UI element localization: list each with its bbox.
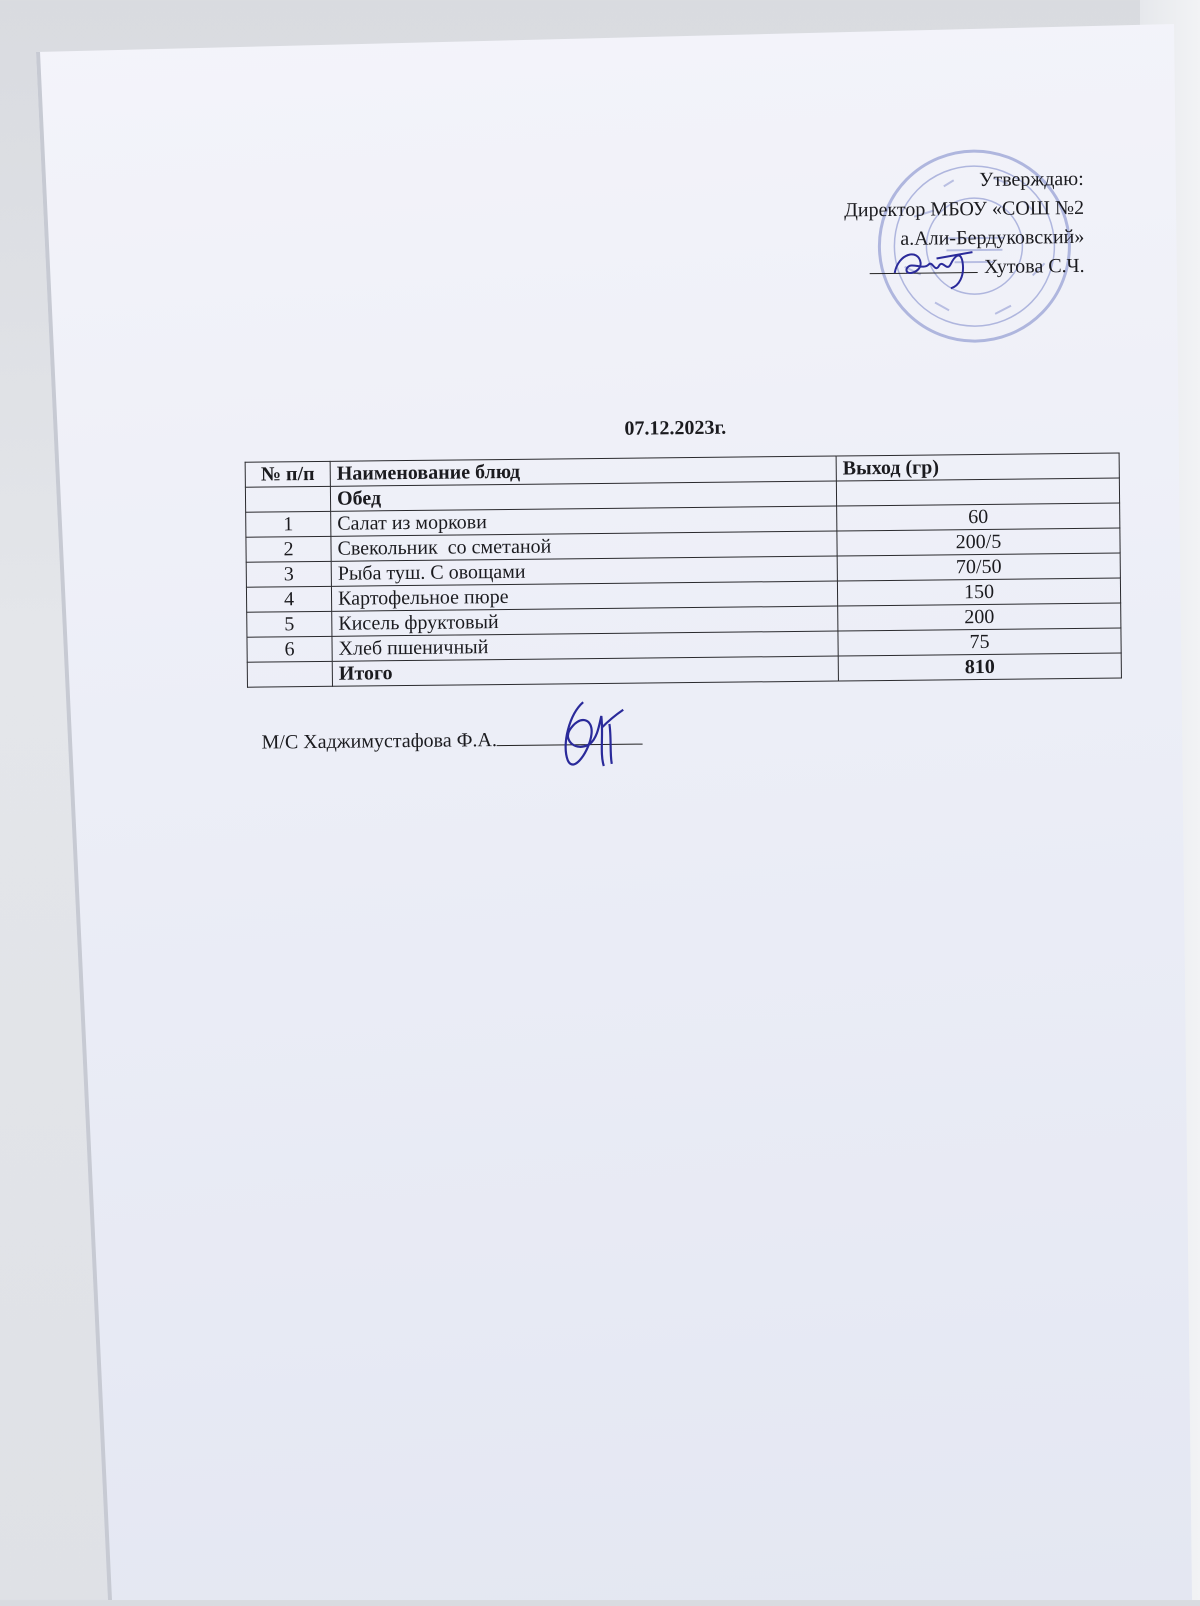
- dish-yield: 150: [837, 578, 1120, 606]
- total-value: 810: [838, 653, 1121, 681]
- nurse-signature-icon: [539, 694, 640, 781]
- total-label: Итого: [332, 656, 838, 686]
- document-date: 07.12.2023г.: [624, 416, 727, 440]
- dish-yield: 70/50: [837, 553, 1120, 581]
- table-row: 1 Салат из моркови 60: [246, 503, 1120, 537]
- dish-yield: 200/5: [837, 528, 1120, 556]
- dish-name: Свекольник со сметаной: [331, 531, 837, 561]
- dish-yield: 200: [838, 603, 1121, 631]
- section-label: Обед: [330, 481, 836, 511]
- dish-name: Салат из моркови: [331, 506, 837, 536]
- table-row: 2 Свекольник со сметаной 200/5: [246, 528, 1120, 562]
- approval-title: Утверждаю:: [979, 167, 1084, 192]
- dish-name: Картофельное пюре: [331, 581, 837, 611]
- table-row: 5 Кисель фруктовый 200: [247, 603, 1121, 637]
- header-yield: Выход (гр): [836, 453, 1119, 481]
- menu-table: [245, 453, 1122, 688]
- dish-name: Хлеб пшеничный: [332, 631, 838, 661]
- approval-school: а.Али-Бердуковский»: [900, 225, 1085, 250]
- director-signature-icon: [888, 242, 979, 293]
- dish-name: Рыба туш. С овощами: [331, 556, 837, 586]
- table-row: 6 Хлеб пшеничный 75: [247, 628, 1121, 662]
- approval-signer: Хутова С.Ч.: [983, 254, 1085, 278]
- dish-yield: 75: [838, 628, 1121, 656]
- table-row: 4 Картофельное пюре 150: [246, 578, 1120, 612]
- nurse-name: М/С Хаджимустафова Ф.А.: [261, 729, 498, 754]
- table-row: 3 Рыба туш. С овощами 70/50: [246, 553, 1120, 587]
- header-dish-name: Наименование блюд: [330, 456, 836, 486]
- dish-name: Кисель фруктовый: [332, 606, 838, 636]
- approval-position: Директор МБОУ «СОШ №2: [844, 196, 1085, 222]
- header-number: № п/п: [245, 461, 330, 487]
- dish-yield: 60: [837, 503, 1120, 531]
